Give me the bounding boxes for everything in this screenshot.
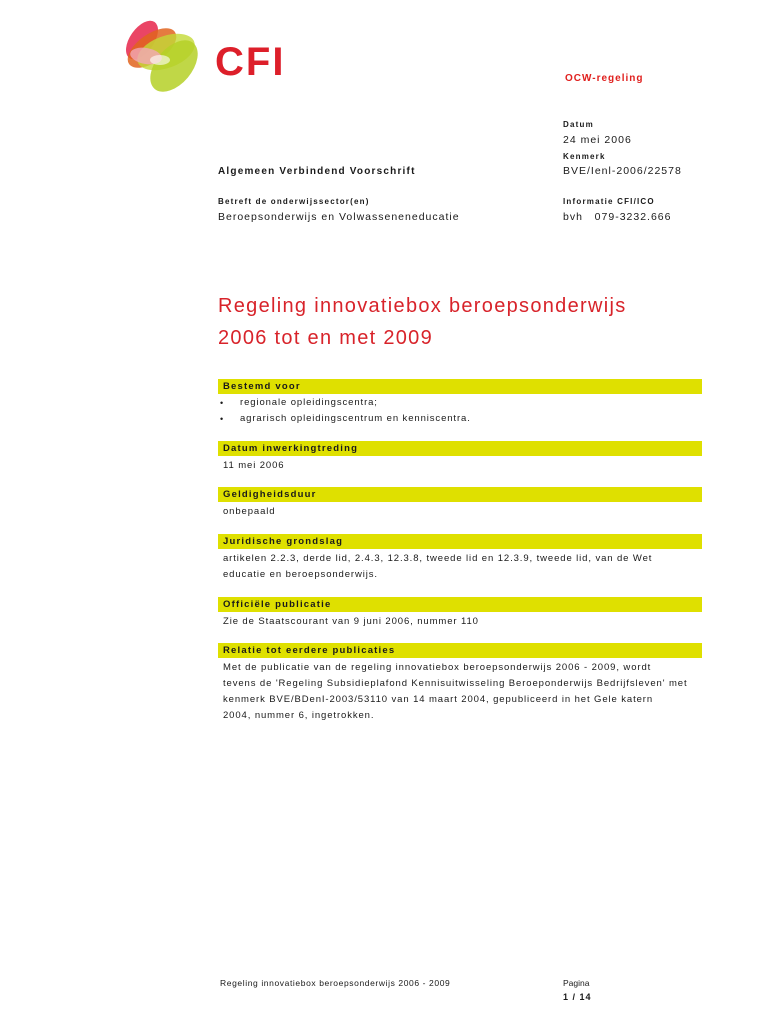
section-body-line: artikelen 2.2.3, derde lid, 2.4.3, 12.3.8, tweede lid en 12.3.9, tweede lid, van de Wet [223, 553, 653, 564]
list-item: • regionale opleidingscentra; [218, 395, 702, 411]
list-item: • agrarisch opleidingscentrum en kenniscentra. [218, 411, 702, 427]
section-body: Zie de Staatscourant van 9 juni 2006, nummer 110 [223, 616, 479, 627]
section-heading: Juridische grondslag [218, 534, 702, 549]
section-heading: Relatie tot eerdere publicaties [218, 643, 702, 658]
document-title-line1: Regeling innovatiebox beroepsonderwijs [218, 295, 627, 317]
section-body-line: Met de publicatie van de regeling innovatiebox beroepsonderwijs 2006 - 2009, wordt [223, 662, 652, 673]
section-bestemd [218, 379, 702, 427]
section-publicatie [218, 597, 702, 630]
avv-label: Algemeen Verbindend Voorschrift [218, 166, 416, 177]
section-relatie [218, 643, 702, 724]
logo-wordmark: CFI [215, 40, 286, 84]
section-body-line: tevens de 'Regeling Subsidieplafond Kennisuitwisseling Beroeponderwijs Bedrijfsleven' met [223, 678, 688, 689]
footer-page-number: 1 / 14 [563, 992, 592, 1002]
section-body-line: educatie en beroepsonderwijs. [223, 569, 378, 580]
datum-value: 24 mei 2006 [563, 134, 632, 146]
document-title [218, 290, 627, 354]
section-body-line: 2004, nummer 6, ingetrokken. [223, 710, 375, 721]
footer-doc-title: Regeling innovatiebox beroepsonderwijs 2006 - 2009 [220, 978, 451, 988]
section-heading: Bestemd voor [218, 379, 702, 394]
section-body [218, 658, 702, 724]
section-heading: Datum inwerkingtreding [218, 441, 702, 456]
section-body: 11 mei 2006 [223, 460, 285, 471]
informatie-value: bvh 079-3232.666 [563, 211, 672, 223]
section-grondslag [218, 534, 702, 583]
document-title-line2: 2006 tot en met 2009 [218, 327, 434, 349]
section-heading: Geldigheidsduur [218, 487, 702, 502]
regeling-type: OCW-regeling [565, 73, 644, 84]
section-body: onbepaald [223, 506, 276, 517]
section-body [218, 549, 702, 583]
footer-page-label: Pagina [563, 978, 590, 988]
section-body-line: kenmerk BVE/BDenI-2003/53110 van 14 maart 2004, gepubliceerd in het Gele katern [223, 694, 654, 705]
cfi-logo-mark [112, 14, 212, 104]
informatie-label: Informatie CFI/ICO [563, 197, 655, 206]
kenmerk-value: BVE/Ienl-2006/22578 [563, 165, 682, 177]
section-inwerkingtreding [218, 441, 702, 474]
kenmerk-label: Kenmerk [563, 152, 606, 161]
betreft-value: Beroepsonderwijs en Volwasseneneducatie [218, 211, 460, 223]
betreft-label: Betreft de onderwijssector(en) [218, 197, 370, 206]
section-geldigheid [218, 487, 702, 520]
datum-label: Datum [563, 120, 594, 129]
section-heading: Officiële publicatie [218, 597, 702, 612]
